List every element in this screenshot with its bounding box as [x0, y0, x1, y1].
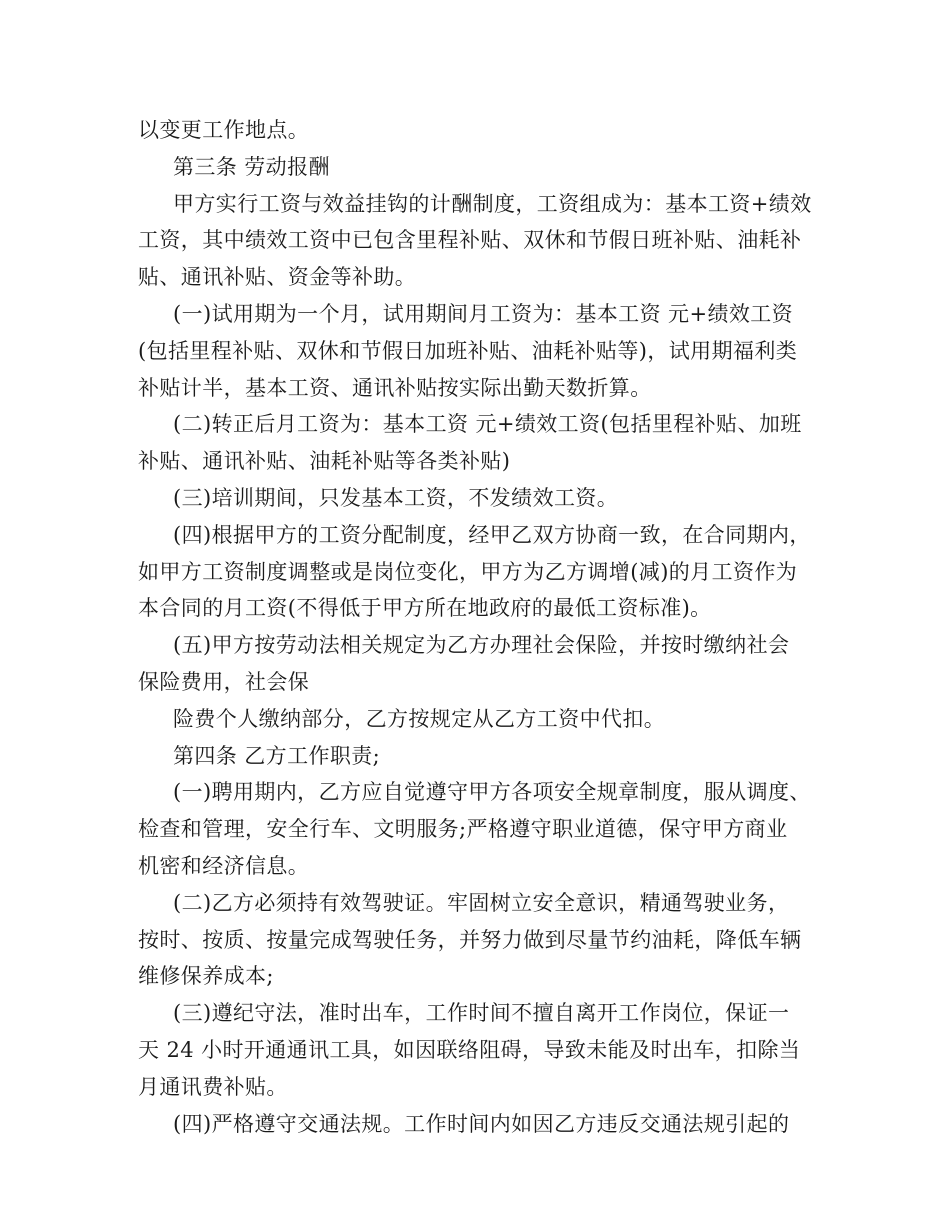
text-line: 检查和管理，安全行车、文明服务;严格遵守职业道德，保守甲方商业 [138, 817, 788, 842]
duty-item-1: (一)聘用期内，乙方应自觉遵守甲方各项安全规章制度，服从调度、 [173, 780, 811, 805]
clause-item-2: (二)转正后月工资为：基本工资 元+绩效工资(包括里程补贴、加班 [173, 412, 802, 437]
clause-item-5: (五)甲方按劳动法相关规定为乙方办理社会保险，并按时缴纳社会 [173, 633, 790, 658]
clause-item-4: (四)根据甲方的工资分配制度，经甲乙双方协商一致，在合同期内， [173, 522, 811, 547]
text-line: 天 24 小时开通通讯工具，如因联络阻碍，导致未能及时出车，扣除当 [138, 1037, 801, 1062]
text-line: 保险费用，社会保 [138, 669, 310, 694]
text-line: 补贴、通讯补贴、油耗补贴等各类补贴) [138, 449, 511, 474]
text-line: 以变更工作地点。 [138, 118, 310, 142]
text-line: 工资，其中绩效工资中已包含里程补贴、双休和节假日班补贴、油耗补 [138, 228, 802, 253]
text-line: 如甲方工资制度调整或是岗位变化，甲方为乙方调增(减)的月工资作为 [138, 559, 798, 584]
text-line: 甲方实行工资与效益挂钩的计酬制度，工资组成为：基本工资+绩效 [173, 191, 812, 216]
text-line: 本合同的月工资(不得低于甲方所在地政府的最低工资标准)。 [138, 596, 712, 621]
text-line: 贴、通讯补贴、资金等补助。 [138, 265, 417, 290]
duty-item-3: (三)遵纪守法，准时出车，工作时间不擅自离开工作岗位，保证一 [173, 1001, 790, 1026]
duty-item-2: (二)乙方必须持有效驾驶证。牢固树立安全意识，精通驾驶业务， [173, 890, 790, 915]
text-line: (包括里程补贴、双休和节假日加班补贴、油耗补贴等)，试用期福利类 [138, 338, 798, 363]
text-line: 机密和经济信息。 [138, 853, 310, 878]
duty-item-4: (四)严格遵守交通法规。工作时间内如因乙方违反交通法规引起的 [173, 1111, 790, 1136]
document-page [138, 112, 828, 1142]
clause-item-1: (一)试用期为一个月，试用期间月工资为：基本工资 元+绩效工资 [173, 301, 794, 326]
text-line: 补贴计半，基本工资、通讯补贴按实际出勤天数折算。 [138, 375, 652, 400]
clause-item-3: (三)培训期间，只发基本工资，不发绩效工资。 [173, 485, 619, 510]
text-line: 险费个人缴纳部分，乙方按规定从乙方工资中代扣。 [173, 706, 666, 731]
text-line: 按时、按质、按量完成驾驶任务，并努力做到尽量节约油耗，降低车辆 [138, 927, 802, 952]
text-line: 月通讯费补贴。 [138, 1074, 288, 1099]
section-heading-4: 第四条 乙方工作职责; [173, 743, 381, 768]
text-line: 维修保养成本; [138, 964, 274, 989]
section-heading-3: 第三条 劳动报酬 [173, 154, 330, 179]
